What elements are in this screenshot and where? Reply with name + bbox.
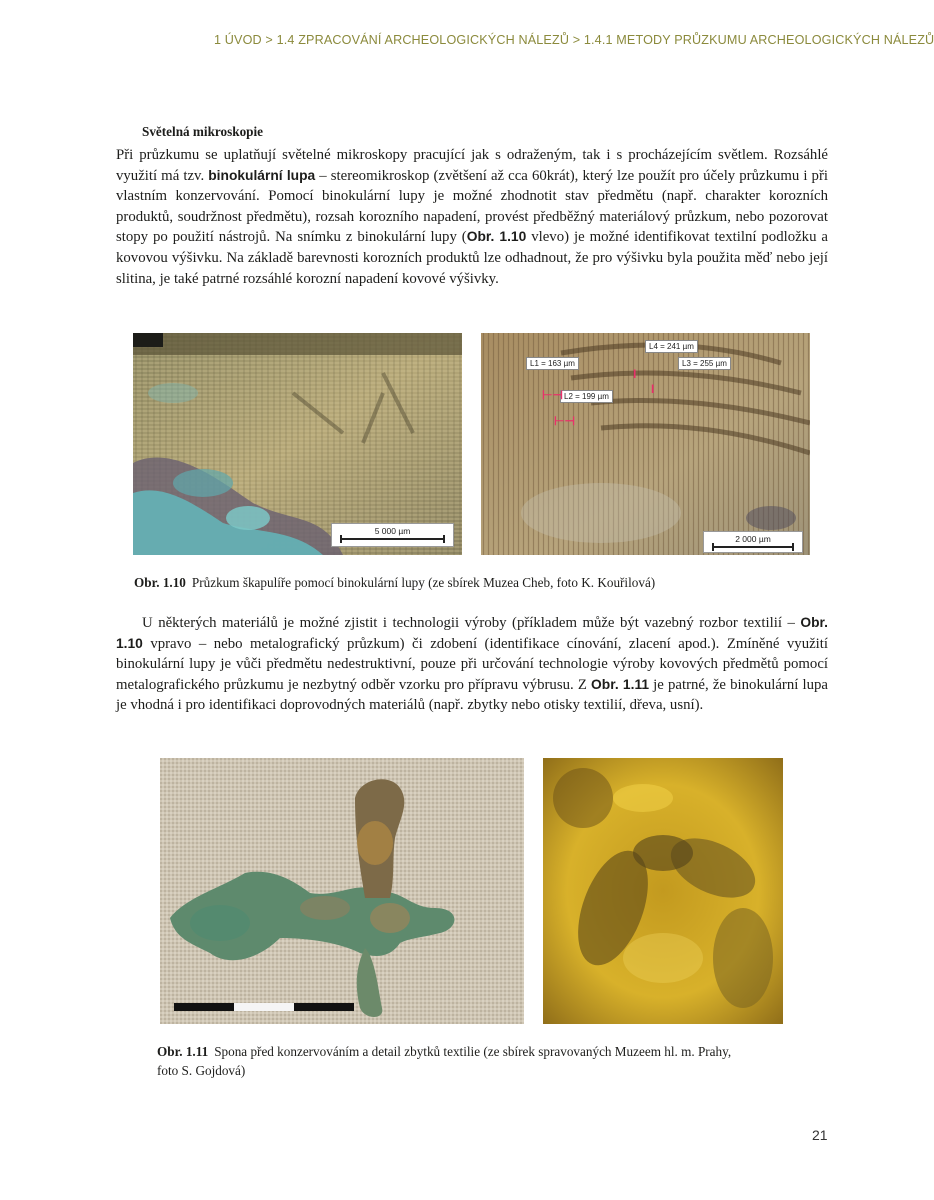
- measure-marker-l4-icon: Ι: [633, 367, 637, 381]
- running-header-breadcrumb: 1 ÚVOD > 1.4 ZPRACOVÁNÍ ARCHEOLOGICKÝCH NÁLEZŮ > 1.4.1 METODY PRŮZKUMU ARCHEOLOGICKÝCH NÁLEZŮ: [214, 33, 934, 47]
- figure-1-10-caption: [134, 573, 834, 592]
- micrograph-textile-corrosion: [133, 333, 462, 555]
- measurement-label-l2: L2 = 199 µm: [560, 390, 613, 403]
- caption-number: Obr. 1.11: [157, 1044, 209, 1059]
- figure-reference: Obr. 1.11: [591, 676, 650, 692]
- term-binocular-loupe: binokulární lupa: [208, 167, 316, 183]
- scale-bar-5000um: [331, 523, 454, 547]
- scale-label: 2 000 µm: [735, 534, 771, 544]
- figure-1-10-right-image: [481, 333, 810, 555]
- text-run: – stereomikroskop (zvětšení až cca 60krát), který lze použít pro účely průzkumu i při vlastním konzervování. Pomocí binokulární lupy je možné zhodnotit stav předmětu (např. charakter korozních produktů, soudržnost předmětu), rozsah korozního napadení, provést předběžný materiálový průzkum, nebo pozorovat stopy po použití nástrojů. Na snímku z binokulární lupy (: [116, 167, 828, 246]
- figure-reference: Obr. 1.10: [466, 229, 527, 245]
- figure-reference: Obr. 1.10: [116, 615, 828, 651]
- measurement-label-l3: L3 = 255 µm: [678, 357, 731, 370]
- caption-text: Spona před konzervováním a detail zbytků textilie (ze sbírek spravovaných Muzeem hl. m. Prahy, foto S. Gojdová): [157, 1044, 732, 1078]
- text-run: je patrné, že binokulární lupa je vhodná i pro identifikaci doprovodných materiálů (např. zbytky nebo otisky textilií, dřeva, usní).: [116, 676, 828, 714]
- figure-1-11-caption: [157, 1042, 747, 1080]
- photo-corroded-brooch: [160, 758, 524, 1024]
- scale-line: [340, 538, 445, 540]
- text-run: Při průzkumu se uplatňují světelné mikroskopy pracující jak s odraženým, tak i s procházejícím světlem. Rozsáhlé využití má tzv.: [116, 147, 828, 184]
- text-run: vlevo) je možné identifikovat textilní podložku a kovovou výšivku. Na základě barevnosti korozních produktů lze odhadnout, že pro výšivku byla použita měď nebo její slitina, je také patrné rozsáhlé korozní napadení kovové výšivky.: [116, 229, 828, 287]
- measure-marker-l2-icon: ⊢⊣: [554, 414, 575, 428]
- paragraph-light-microscopy: [116, 145, 828, 289]
- caption-number: Obr. 1.10: [134, 575, 186, 590]
- figure-1-10-left-image: [133, 333, 462, 555]
- section-heading: Světelná mikroskopie: [142, 124, 264, 139]
- figure-1-11-right-image: [543, 758, 783, 1024]
- page-number: 21: [812, 1127, 828, 1143]
- measure-marker-l3-icon: Ι: [651, 382, 655, 396]
- measurement-label-l4: L4 = 241 µm: [645, 340, 698, 353]
- paragraph-technology: [116, 613, 828, 716]
- figure-1-11-left-image: [160, 758, 524, 1024]
- caption-text: Průzkum škapulíře pomocí binokulární lupy (ze sbírek Muzea Cheb, foto K. Kouřilová): [191, 575, 656, 590]
- scale-line: [712, 546, 794, 548]
- text-run: vpravo – nebo metalografický průzkum) či zdobení (identifikace cínování, zlacení apod.). Zmíněné využití binokulární lupy je vůči předmětu nedestruktivní, pouze při určování technologie výroby kovových předmětů pomocí metalografického průzkumu je nezbytný odběr vzorku pro přípravu výbrusu. Z: [116, 635, 828, 693]
- photo-textile-fibers-detail: [543, 758, 783, 1024]
- text-run: U některých materiálů je možné zjistit i technologii výroby (příkladem může být vazebný rozbor textilií –: [142, 615, 801, 631]
- measure-marker-l1-icon: ⊢⊣: [542, 388, 563, 402]
- measurement-label-l1: L1 = 163 µm: [526, 357, 579, 370]
- scale-label: 5 000 µm: [374, 526, 411, 536]
- scale-bar-2000um: [703, 531, 803, 553]
